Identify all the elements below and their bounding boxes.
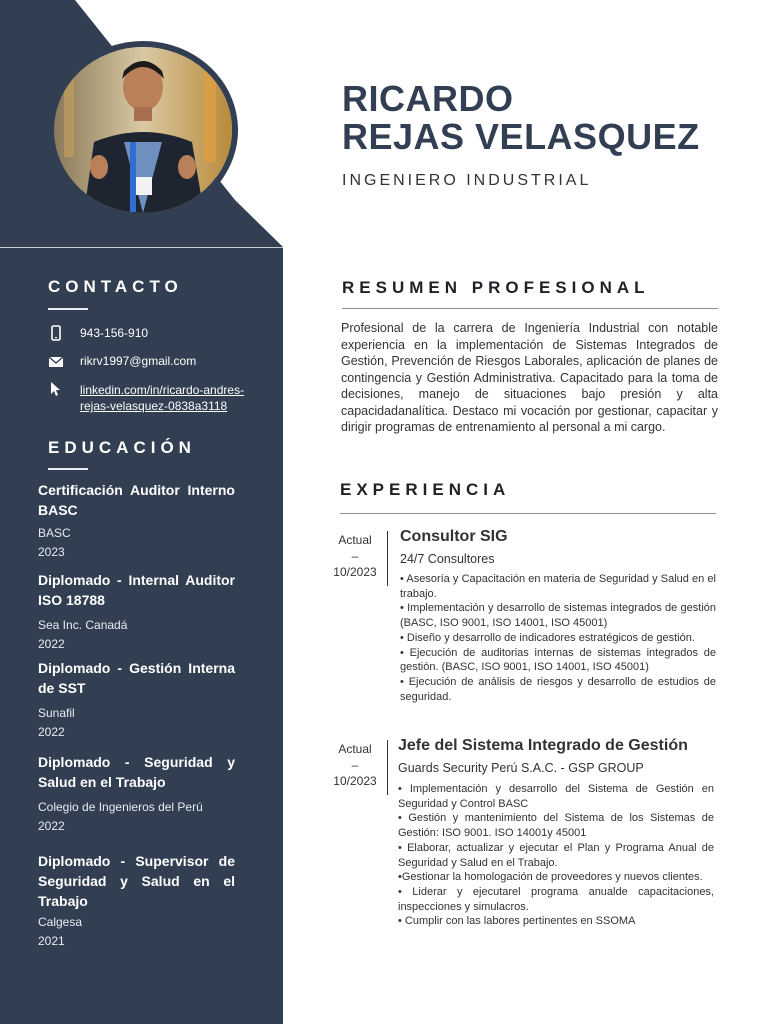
summary-rule [342, 308, 718, 309]
name-line-2: REJAS VELASQUEZ [342, 116, 700, 157]
date-separator: – [351, 758, 359, 772]
contact-rule [48, 308, 88, 310]
date-separator: – [351, 549, 359, 563]
bullet-item: •Gestionar la homologación de proveedores y nuevos clientes. [398, 871, 703, 884]
bullet-item: • Ejecución de análisis de riesgos y desarrollo de estudios de seguridad. [400, 675, 716, 703]
education-item [38, 752, 235, 833]
education-heading: EDUCACIÓN [48, 438, 196, 457]
experience-title: Consultor SIG [400, 528, 508, 545]
phone-icon [48, 325, 64, 341]
bullet-item: • Implementación y desarrollo de sistemas integrados de gestión (BASC, ISO 9001, ISO 14001, ISO 45001) [400, 602, 716, 630]
bullet-item: • Gestión y mantenimiento del Sistema de los Sistemas de Gestión: ISO 9001. ISO 14001y 45001 [398, 812, 714, 840]
bullet-item: • Asesoría y Capacitación en materia de Seguridad y Salud en el trabajo. [400, 573, 716, 600]
bullet-item: • Implementación y desarrollo del Sistema de Gestión en Seguridad y Control BASC [398, 783, 714, 810]
experience-bullets [400, 572, 716, 704]
education-institution: Colegio de Ingenieros del Perú [38, 800, 203, 814]
date-end: 10/2023 [333, 565, 377, 579]
experience-heading: EXPERIENCIA [340, 480, 511, 499]
linkedin-line-2[interactable]: rejas-velasquez-0838a3118 [80, 399, 228, 413]
education-year: 2022 [38, 819, 65, 833]
linkedin-line-1[interactable]: linkedin.com/in/ricardo-andres- [80, 383, 245, 397]
education-institution: Calgesa [38, 915, 83, 929]
education-item [38, 658, 235, 739]
experience-bar [387, 531, 388, 586]
date-start: Actual [338, 533, 372, 547]
education-year: 2022 [38, 725, 65, 739]
summary-text: Profesional de la carrera de Ingeniería Industrial con notable experiencia en la implementación de Sistemas Integrados de Gestión, Prevención de Riesgos Laborales, aplicación de planes de contingencia y Gestión Administrativa. Capacitado para la toma de decisiones, manejo de situaciones bajo presión y alta capacidadanalítica. Destaco mi vocación por gestionar, capacitar y dirigir programas de entrenamiento al personal a mi cargo. [341, 321, 718, 434]
bullet-item: • Diseño y desarrollo de indicadores estratégicos de gestión. [400, 631, 695, 644]
experience-item [320, 528, 720, 723]
education-item [38, 570, 235, 651]
full-name [342, 80, 700, 156]
experience-bullets [398, 782, 714, 929]
experience-date [320, 741, 390, 789]
experience-item [320, 737, 720, 952]
email-address[interactable]: rikrv1997@gmail.com [80, 354, 197, 368]
education-title: Diplomado - Gestión Interna de SST [38, 660, 235, 696]
contact-heading: CONTACTO [48, 277, 183, 296]
experience-rule [340, 513, 716, 514]
bullet-item: • Elaborar, actualizar y ejecutar el Plan y Programa Anual de Seguridad y Salud en el Trabajo. [398, 841, 714, 869]
education-year: 2023 [38, 545, 65, 559]
bullet-item: • Ejecución de auditorias internas de sistemas integrados de gestión. (BASC, ISO 9001, ISO 14001, ISO 45001) [400, 646, 716, 674]
experience-bar [387, 740, 388, 795]
summary-heading: RESUMEN PROFESIONAL [342, 278, 650, 297]
phone-number: 943-156-910 [80, 326, 149, 340]
job-title: INGENIERO INDUSTRIAL [342, 172, 592, 189]
education-item [38, 480, 235, 559]
education-institution: BASC [38, 526, 71, 540]
bullet-item: • Liderar y ejecutarel programa anualde capacitaciones, inspecciones y simulacros. [398, 885, 714, 913]
date-end: 10/2023 [333, 774, 377, 788]
education-item [38, 851, 235, 948]
bullet-item: • Cumplir con las labores pertinentes en SSOMA [398, 915, 636, 928]
education-rule [48, 468, 88, 470]
experience-company: 24/7 Consultores [400, 552, 495, 566]
education-year: 2021 [38, 934, 65, 948]
sidebar-divider [0, 247, 283, 248]
experience-date [320, 532, 390, 580]
experience-company: Guards Security Perú S.A.C. - GSP GROUP [398, 761, 644, 775]
education-title: Certificación Auditor Interno BASC [38, 482, 235, 518]
education-title: Diplomado - Internal Auditor ISO 18788 [38, 572, 235, 608]
education-institution: Sea Inc. Canadá [38, 618, 128, 632]
education-institution: Sunafil [38, 706, 75, 720]
cursor-icon [48, 381, 64, 397]
experience-title: Jefe del Sistema Integrado de Gestión [398, 737, 688, 754]
name-line-1: RICARDO [342, 78, 514, 119]
education-title: Diplomado - Supervisor de Seguridad y Salud en el Trabajo [38, 853, 235, 909]
profile-photo [48, 41, 238, 219]
education-title: Diplomado - Seguridad y Salud en el Trabajo [38, 754, 235, 790]
date-start: Actual [338, 742, 372, 756]
education-year: 2022 [38, 637, 65, 651]
linkedin-link[interactable] [80, 382, 276, 414]
email-icon [48, 354, 64, 370]
